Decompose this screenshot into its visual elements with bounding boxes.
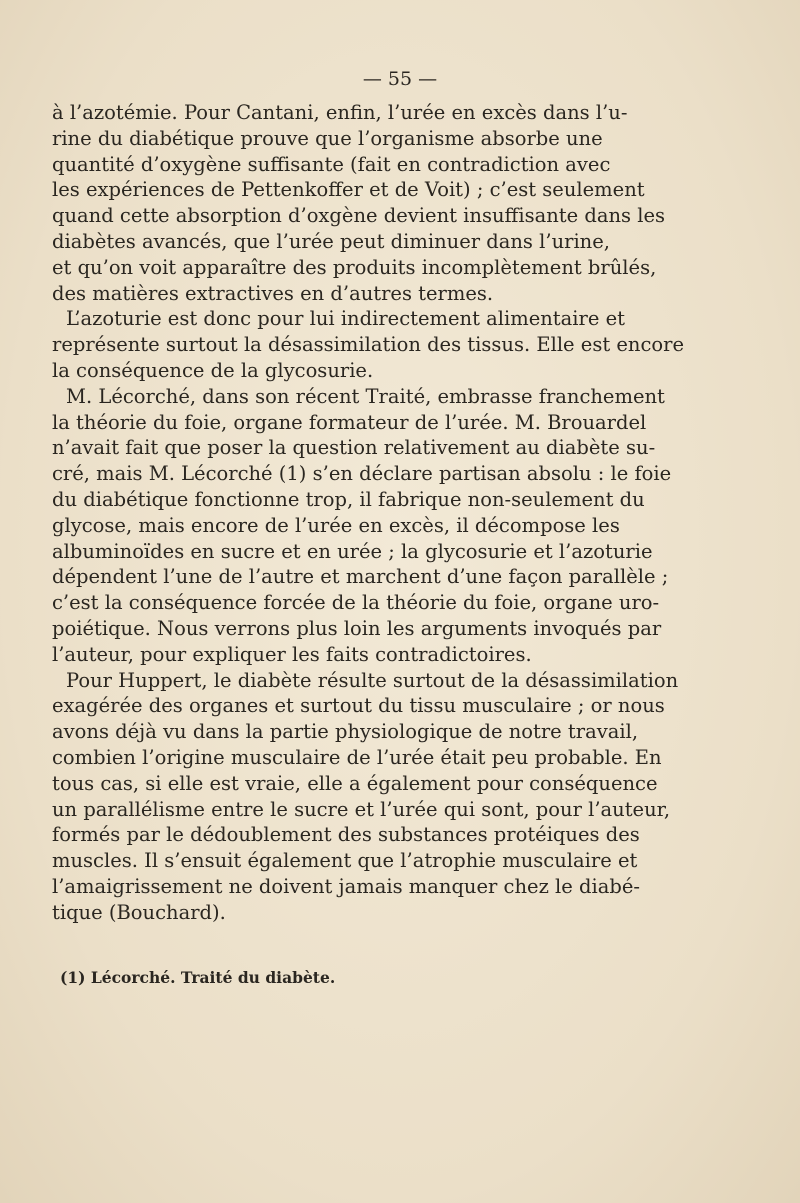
text-line: c’est la conséquence forcée de la théorie du foie, organe uro- xyxy=(52,591,660,615)
text-line: avons déjà vu dans la partie physiologique de notre travail, xyxy=(52,720,639,744)
text-line: L’azoturie est donc pour lui indirectement alimentaire et xyxy=(66,307,625,331)
text-line: tique (Bouchard). xyxy=(52,900,226,924)
text-line: rine du diabétique prouve que l’organisme absorbe une xyxy=(52,126,603,150)
footnote: (1) Lécorché. Traité du diabète. xyxy=(60,968,336,987)
text-line: poiétique. Nous verrons plus loin les arguments invoqués par xyxy=(52,616,662,640)
text-line: Pour Huppert, le diabète résulte surtout de la désassimilation xyxy=(66,668,679,692)
text-line: muscles. Il s’ensuit également que l’atrophie musculaire et xyxy=(52,849,638,873)
text-line: combien l’origine musculaire de l’urée était peu probable. En xyxy=(52,745,662,769)
text-line: les expériences de Pettenkoffer et de Voit) ; c’est seulement xyxy=(52,178,645,202)
body-text xyxy=(52,100,684,926)
text-line: un parallélisme entre le sucre et l’urée qui sont, pour l’auteur, xyxy=(52,797,671,821)
text-line: tous cas, si elle est vraie, elle a également pour conséquence xyxy=(52,771,658,795)
text-line: cré, mais M. Lécorché (1) s’en déclare partisan absolu : le foie xyxy=(52,462,672,486)
text-line: formés par le dédoublement des substances protéiques des xyxy=(52,823,640,847)
text-line: la théorie du foie, organe formateur de l’urée. M. Brouardel xyxy=(52,410,647,434)
page-number: — 55 — xyxy=(362,68,438,90)
text-line: l’auteur, pour expliquer les faits contradictoires. xyxy=(52,642,532,666)
text-line: n’avait fait que poser la question relativement au diabète su- xyxy=(52,436,656,460)
text-line: la conséquence de la glycosurie. xyxy=(52,358,374,382)
text-line: exagérée des organes et surtout du tissu musculaire ; or nous xyxy=(52,694,665,718)
text-line: glycose, mais encore de l’urée en excès, il décompose les xyxy=(52,513,620,537)
text-line: dépendent l’une de l’autre et marchent d’une façon parallèle ; xyxy=(52,565,669,589)
text-line: quantité d’oxygène suffisante (fait en contradiction avec xyxy=(52,152,611,176)
text-line: quand cette absorption d’oxgène devient insuffisante dans les xyxy=(52,204,666,228)
text-line: diabètes avancés, que l’urée peut diminuer dans l’urine, xyxy=(52,229,610,253)
text-line: M. Lécorché, dans son récent Traité, embrasse franchement xyxy=(66,384,665,408)
text-line: à l’azotémie. Pour Cantani, enfin, l’urée en excès dans l’u- xyxy=(52,101,628,124)
text-line: représente surtout la désassimilation des tissus. Elle est encore xyxy=(52,333,684,357)
text-line: et qu’on voit apparaître des produits incomplètement brûlés, xyxy=(52,255,657,279)
text-line: albuminoïdes en sucre et en urée ; la glycosurie et l’azoturie xyxy=(52,539,653,563)
text-line: du diabétique fonctionne trop, il fabrique non-seulement du xyxy=(52,487,645,511)
text-line: des matières extractives en d’autres termes. xyxy=(52,281,494,305)
text-line: l’amaigrissement ne doivent jamais manquer chez le diabé- xyxy=(52,874,640,898)
